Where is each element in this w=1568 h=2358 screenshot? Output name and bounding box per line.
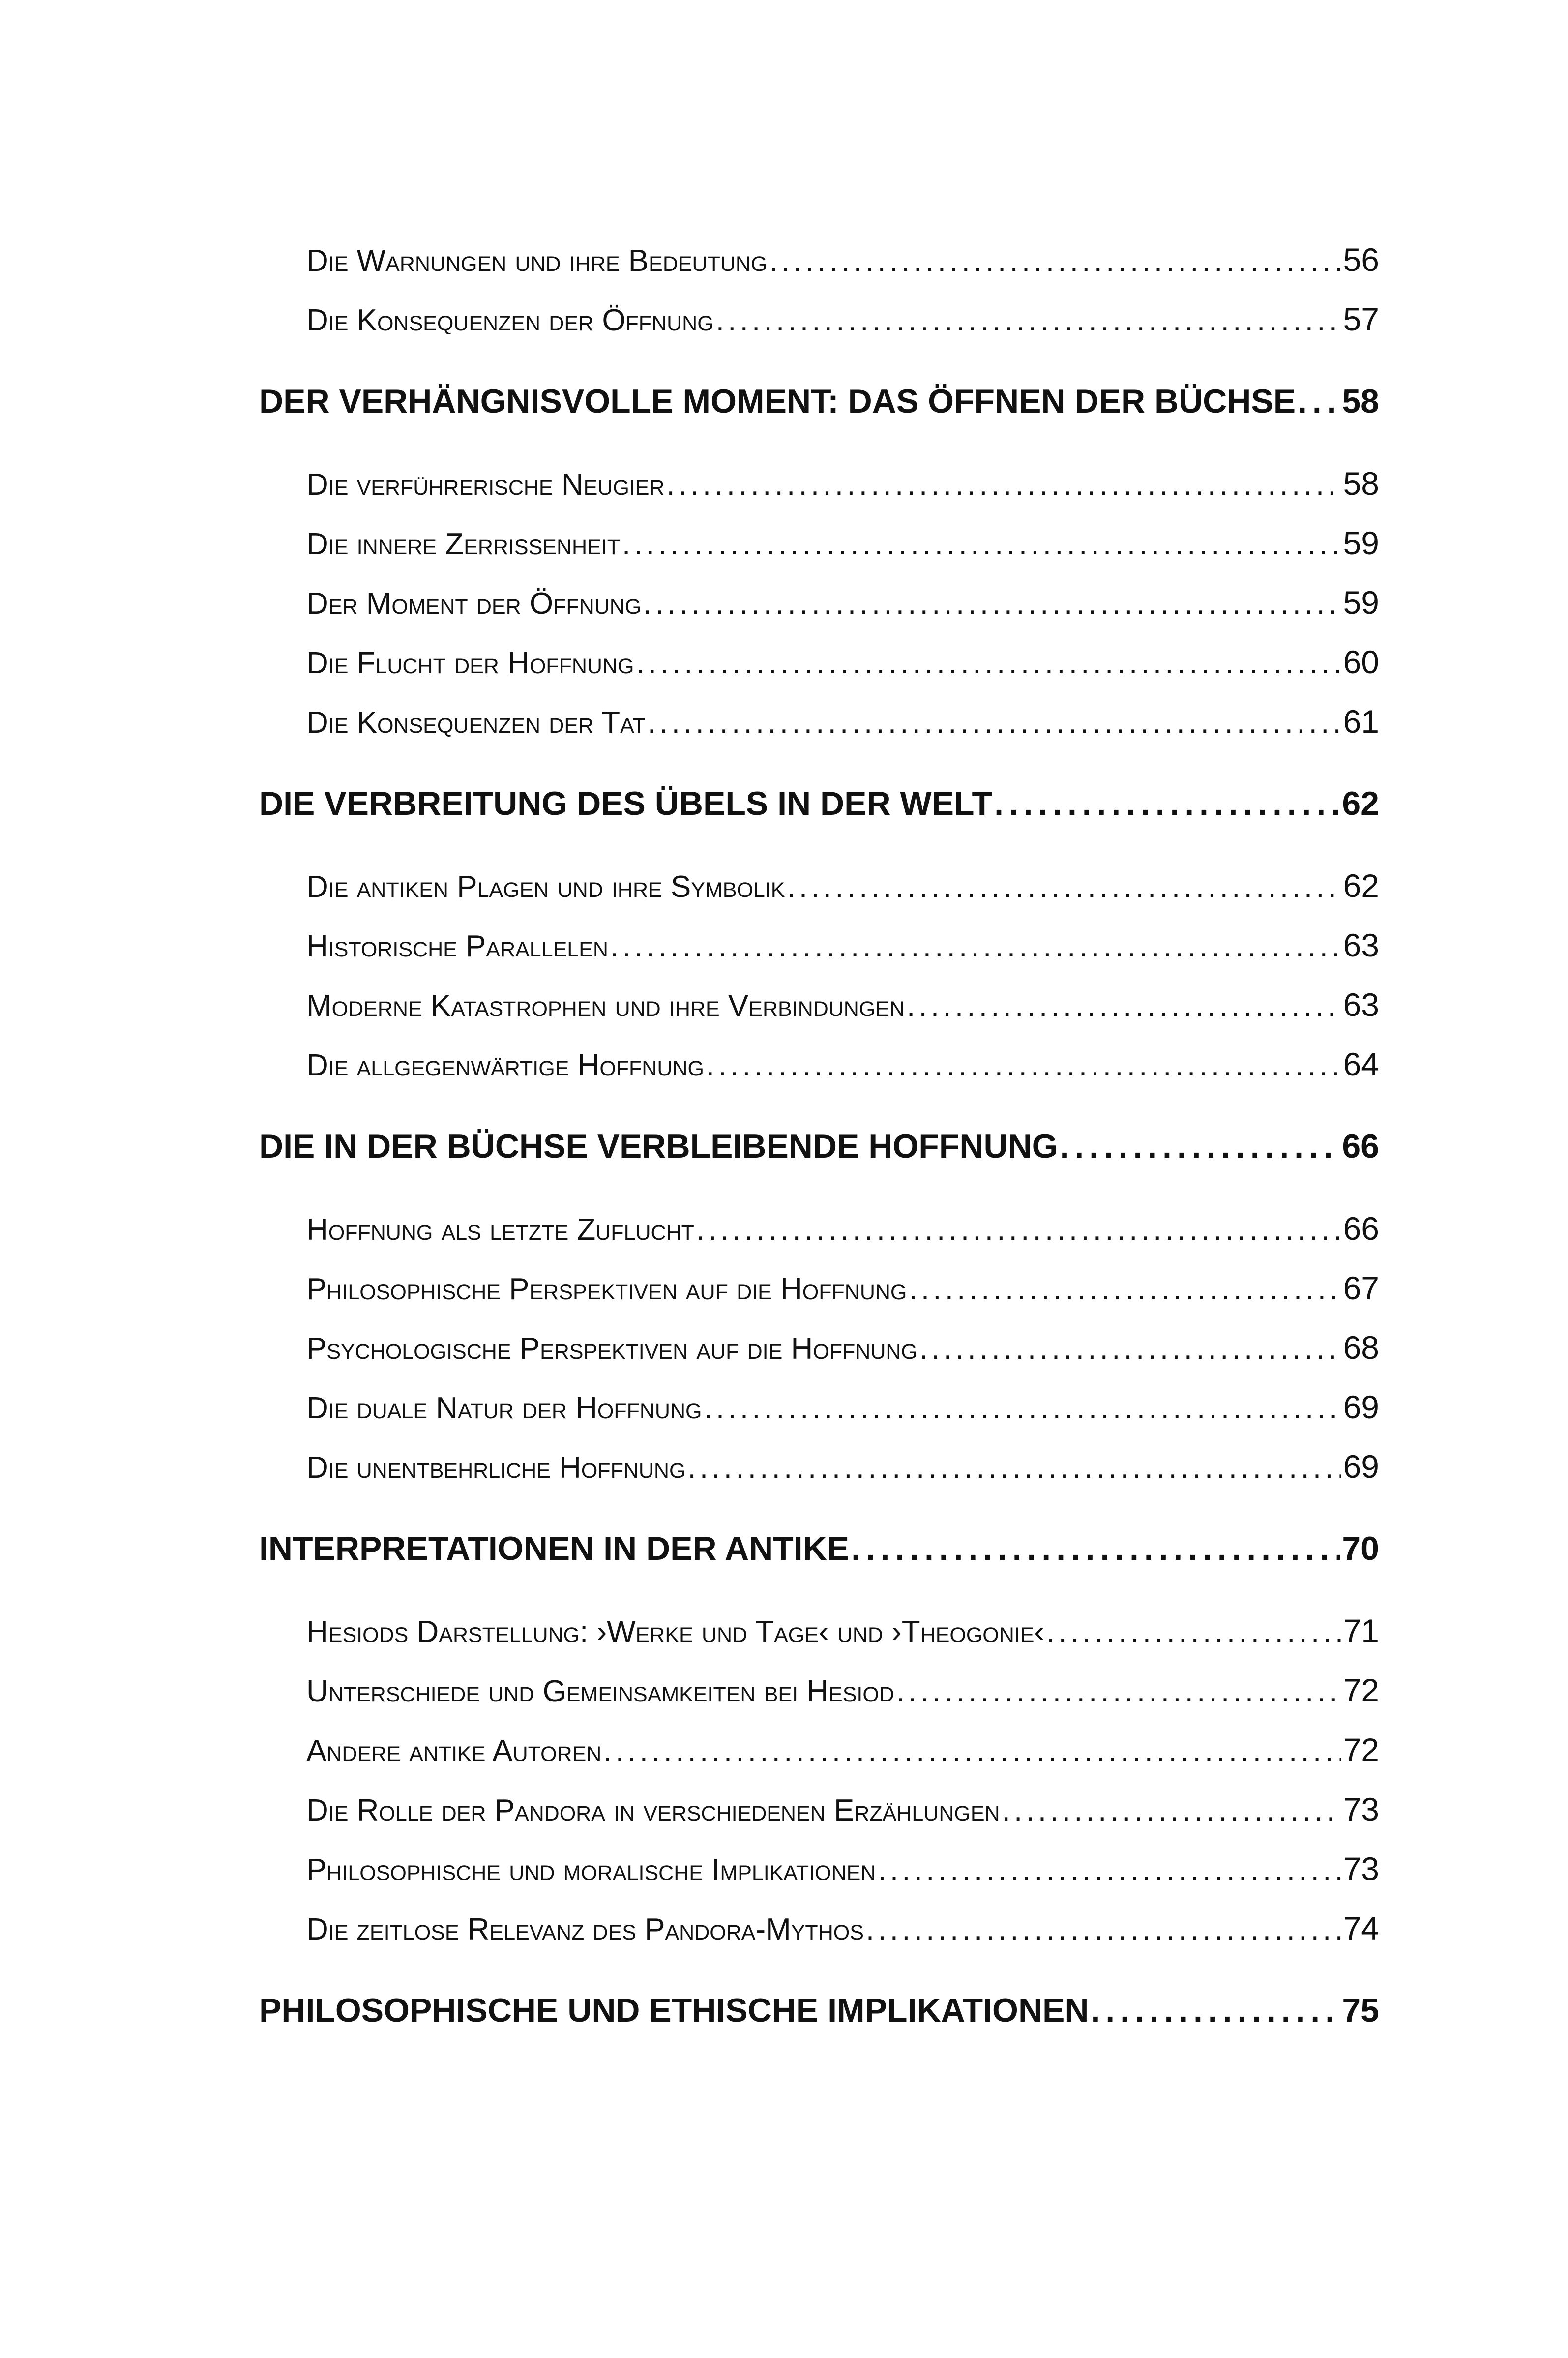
toc-entry-title: Die Warnungen und ihre Bedeutung — [306, 244, 768, 278]
toc-entry-title: DIE VERBREITUNG DES ÜBELS IN DER WELT — [259, 785, 993, 822]
dot-leader — [769, 231, 1341, 290]
toc-entry-page: 73 — [1343, 1851, 1379, 1887]
toc-entry-sub — [259, 632, 1379, 692]
dot-leader — [687, 1438, 1341, 1496]
toc-entry-title: Die Konsequenzen der Tat — [306, 706, 646, 740]
toc-entry-sub — [259, 1661, 1379, 1720]
toc-entry-page: 72 — [1343, 1731, 1379, 1768]
toc-entry-sub — [259, 1720, 1379, 1780]
toc-entry-sub — [259, 1318, 1379, 1377]
toc-entry-title: Die Rolle der Pandora in verschiedenen Erzählungen — [306, 1793, 1000, 1827]
toc-entry-chapter — [259, 773, 1379, 835]
toc-entry-sub — [259, 916, 1379, 975]
toc-entry-sub — [259, 1258, 1379, 1318]
toc-entry-sub — [259, 1377, 1379, 1437]
toc-entry-title: Philosophische Perspektiven auf die Hoffnung — [306, 1272, 907, 1306]
toc-entry-page: 56 — [1343, 241, 1379, 278]
toc-entry-sub — [259, 230, 1379, 290]
dot-leader — [648, 693, 1341, 751]
toc-entry-page: 61 — [1343, 703, 1379, 740]
toc-entry-title: Die unentbehrliche Hoffnung — [306, 1451, 686, 1485]
toc-entry-page: 72 — [1343, 1672, 1379, 1708]
toc-entry-sub — [259, 1899, 1379, 1958]
toc-entry-page: 64 — [1343, 1046, 1379, 1082]
toc-entry-title: Andere antike Autoren — [306, 1734, 602, 1768]
dot-leader — [1046, 1602, 1341, 1661]
dot-leader — [636, 633, 1341, 692]
dot-leader — [704, 1378, 1341, 1437]
dot-leader — [603, 1721, 1341, 1780]
toc-entry-page: 63 — [1343, 986, 1379, 1023]
toc-entry-page: 70 — [1342, 1530, 1379, 1567]
toc-entry-title: Philosophische und moralische Implikationen — [306, 1853, 876, 1887]
dot-leader — [1002, 1781, 1341, 1839]
toc-entry-sub — [259, 975, 1379, 1035]
toc-entry-page: 75 — [1342, 1992, 1379, 2029]
toc-entry-title: Moderne Katastrophen und ihre Verbindungen — [306, 989, 905, 1023]
toc-entry-chapter — [259, 1116, 1379, 1177]
toc-entry-sub — [259, 513, 1379, 573]
dot-leader — [787, 857, 1341, 916]
toc-entry-page: 74 — [1343, 1910, 1379, 1946]
toc-entry-page: 57 — [1343, 301, 1379, 337]
toc-entry-sub — [259, 1035, 1379, 1094]
dot-leader — [909, 1259, 1341, 1318]
table-of-contents — [259, 230, 1379, 2063]
toc-entry-title: DER VERHÄNGNISVOLLE MOMENT: DAS ÖFFNEN DER BÜCHSE — [259, 383, 1296, 420]
toc-entry-title: Hoffnung als letzte Zuflucht — [306, 1213, 694, 1247]
dot-leader — [907, 976, 1341, 1035]
toc-entry-page: 62 — [1342, 785, 1379, 822]
toc-entry-title: Die zeitlose Relevanz des Pandora-Mythos — [306, 1912, 864, 1946]
toc-entry-page: 58 — [1342, 383, 1379, 420]
dot-leader — [666, 455, 1341, 513]
dot-leader — [716, 291, 1341, 349]
toc-entry-page: 66 — [1343, 1210, 1379, 1247]
toc-entry-sub — [259, 1601, 1379, 1661]
dot-leader — [866, 1900, 1341, 1958]
toc-entry-title: Die allgegenwärtige Hoffnung — [306, 1048, 704, 1082]
dot-leader — [1091, 1980, 1340, 2041]
toc-entry-sub — [259, 454, 1379, 513]
toc-entry-sub — [259, 1199, 1379, 1258]
dot-leader — [1060, 1116, 1340, 1177]
dot-leader — [696, 1200, 1341, 1258]
toc-entry-title: Hesiods Darstellung: ›Werke und Tage‹ und ›Theogonie‹ — [306, 1615, 1045, 1649]
toc-entry-page: 69 — [1343, 1389, 1379, 1425]
toc-entry-title: INTERPRETATIONEN IN DER ANTIKE — [259, 1530, 850, 1567]
toc-entry-chapter — [259, 371, 1379, 432]
dot-leader — [994, 773, 1340, 835]
toc-entry-title: DIE IN DER BÜCHSE VERBLEIBENDE HOFFNUNG — [259, 1128, 1058, 1165]
toc-entry-title: Die duale Natur der Hoffnung — [306, 1391, 702, 1425]
toc-entry-title: Die Konsequenzen der Öffnung — [306, 303, 714, 337]
toc-entry-title: Die innere Zerrissenheit — [306, 527, 620, 561]
toc-entry-sub — [259, 1437, 1379, 1496]
toc-entry-page: 67 — [1343, 1270, 1379, 1306]
dot-leader — [643, 574, 1341, 632]
toc-entry-page: 58 — [1343, 465, 1379, 502]
dot-leader — [610, 917, 1341, 975]
dot-leader — [622, 514, 1341, 573]
dot-leader — [919, 1319, 1341, 1377]
toc-entry-chapter — [259, 1980, 1379, 2041]
toc-entry-chapter — [259, 1518, 1379, 1580]
toc-entry-page: 71 — [1343, 1612, 1379, 1649]
dot-leader — [1298, 371, 1340, 432]
toc-entry-title: Psychologische Perspektiven auf die Hoffnung — [306, 1332, 917, 1366]
toc-entry-page: 69 — [1343, 1448, 1379, 1485]
toc-entry-page: 59 — [1343, 584, 1379, 621]
toc-entry-title: Die antiken Plagen und ihre Symbolik — [306, 870, 785, 904]
toc-entry-title: Der Moment der Öffnung — [306, 587, 642, 621]
toc-entry-page: 60 — [1343, 644, 1379, 680]
toc-entry-sub — [259, 290, 1379, 349]
dot-leader — [851, 1518, 1340, 1580]
dot-leader — [896, 1662, 1341, 1720]
toc-entry-page: 63 — [1343, 927, 1379, 963]
toc-entry-page: 66 — [1342, 1128, 1379, 1165]
toc-entry-sub — [259, 856, 1379, 916]
toc-entry-page: 62 — [1343, 867, 1379, 904]
toc-entry-title: Die verführerische Neugier — [306, 468, 665, 502]
toc-entry-page: 68 — [1343, 1329, 1379, 1366]
toc-entry-title: Die Flucht der Hoffnung — [306, 646, 634, 680]
dot-leader — [878, 1840, 1341, 1899]
toc-entry-sub — [259, 573, 1379, 632]
toc-entry-title: Historische Parallelen — [306, 929, 608, 963]
toc-entry-title: Unterschiede und Gemeinsamkeiten bei Hesiod — [306, 1674, 894, 1708]
toc-entry-sub — [259, 692, 1379, 751]
toc-entry-sub — [259, 1780, 1379, 1839]
toc-entry-sub — [259, 1839, 1379, 1899]
toc-entry-page: 59 — [1343, 525, 1379, 561]
toc-entry-page: 73 — [1343, 1791, 1379, 1827]
dot-leader — [706, 1036, 1341, 1094]
toc-entry-title: PHILOSOPHISCHE UND ETHISCHE IMPLIKATIONEN — [259, 1992, 1089, 2029]
